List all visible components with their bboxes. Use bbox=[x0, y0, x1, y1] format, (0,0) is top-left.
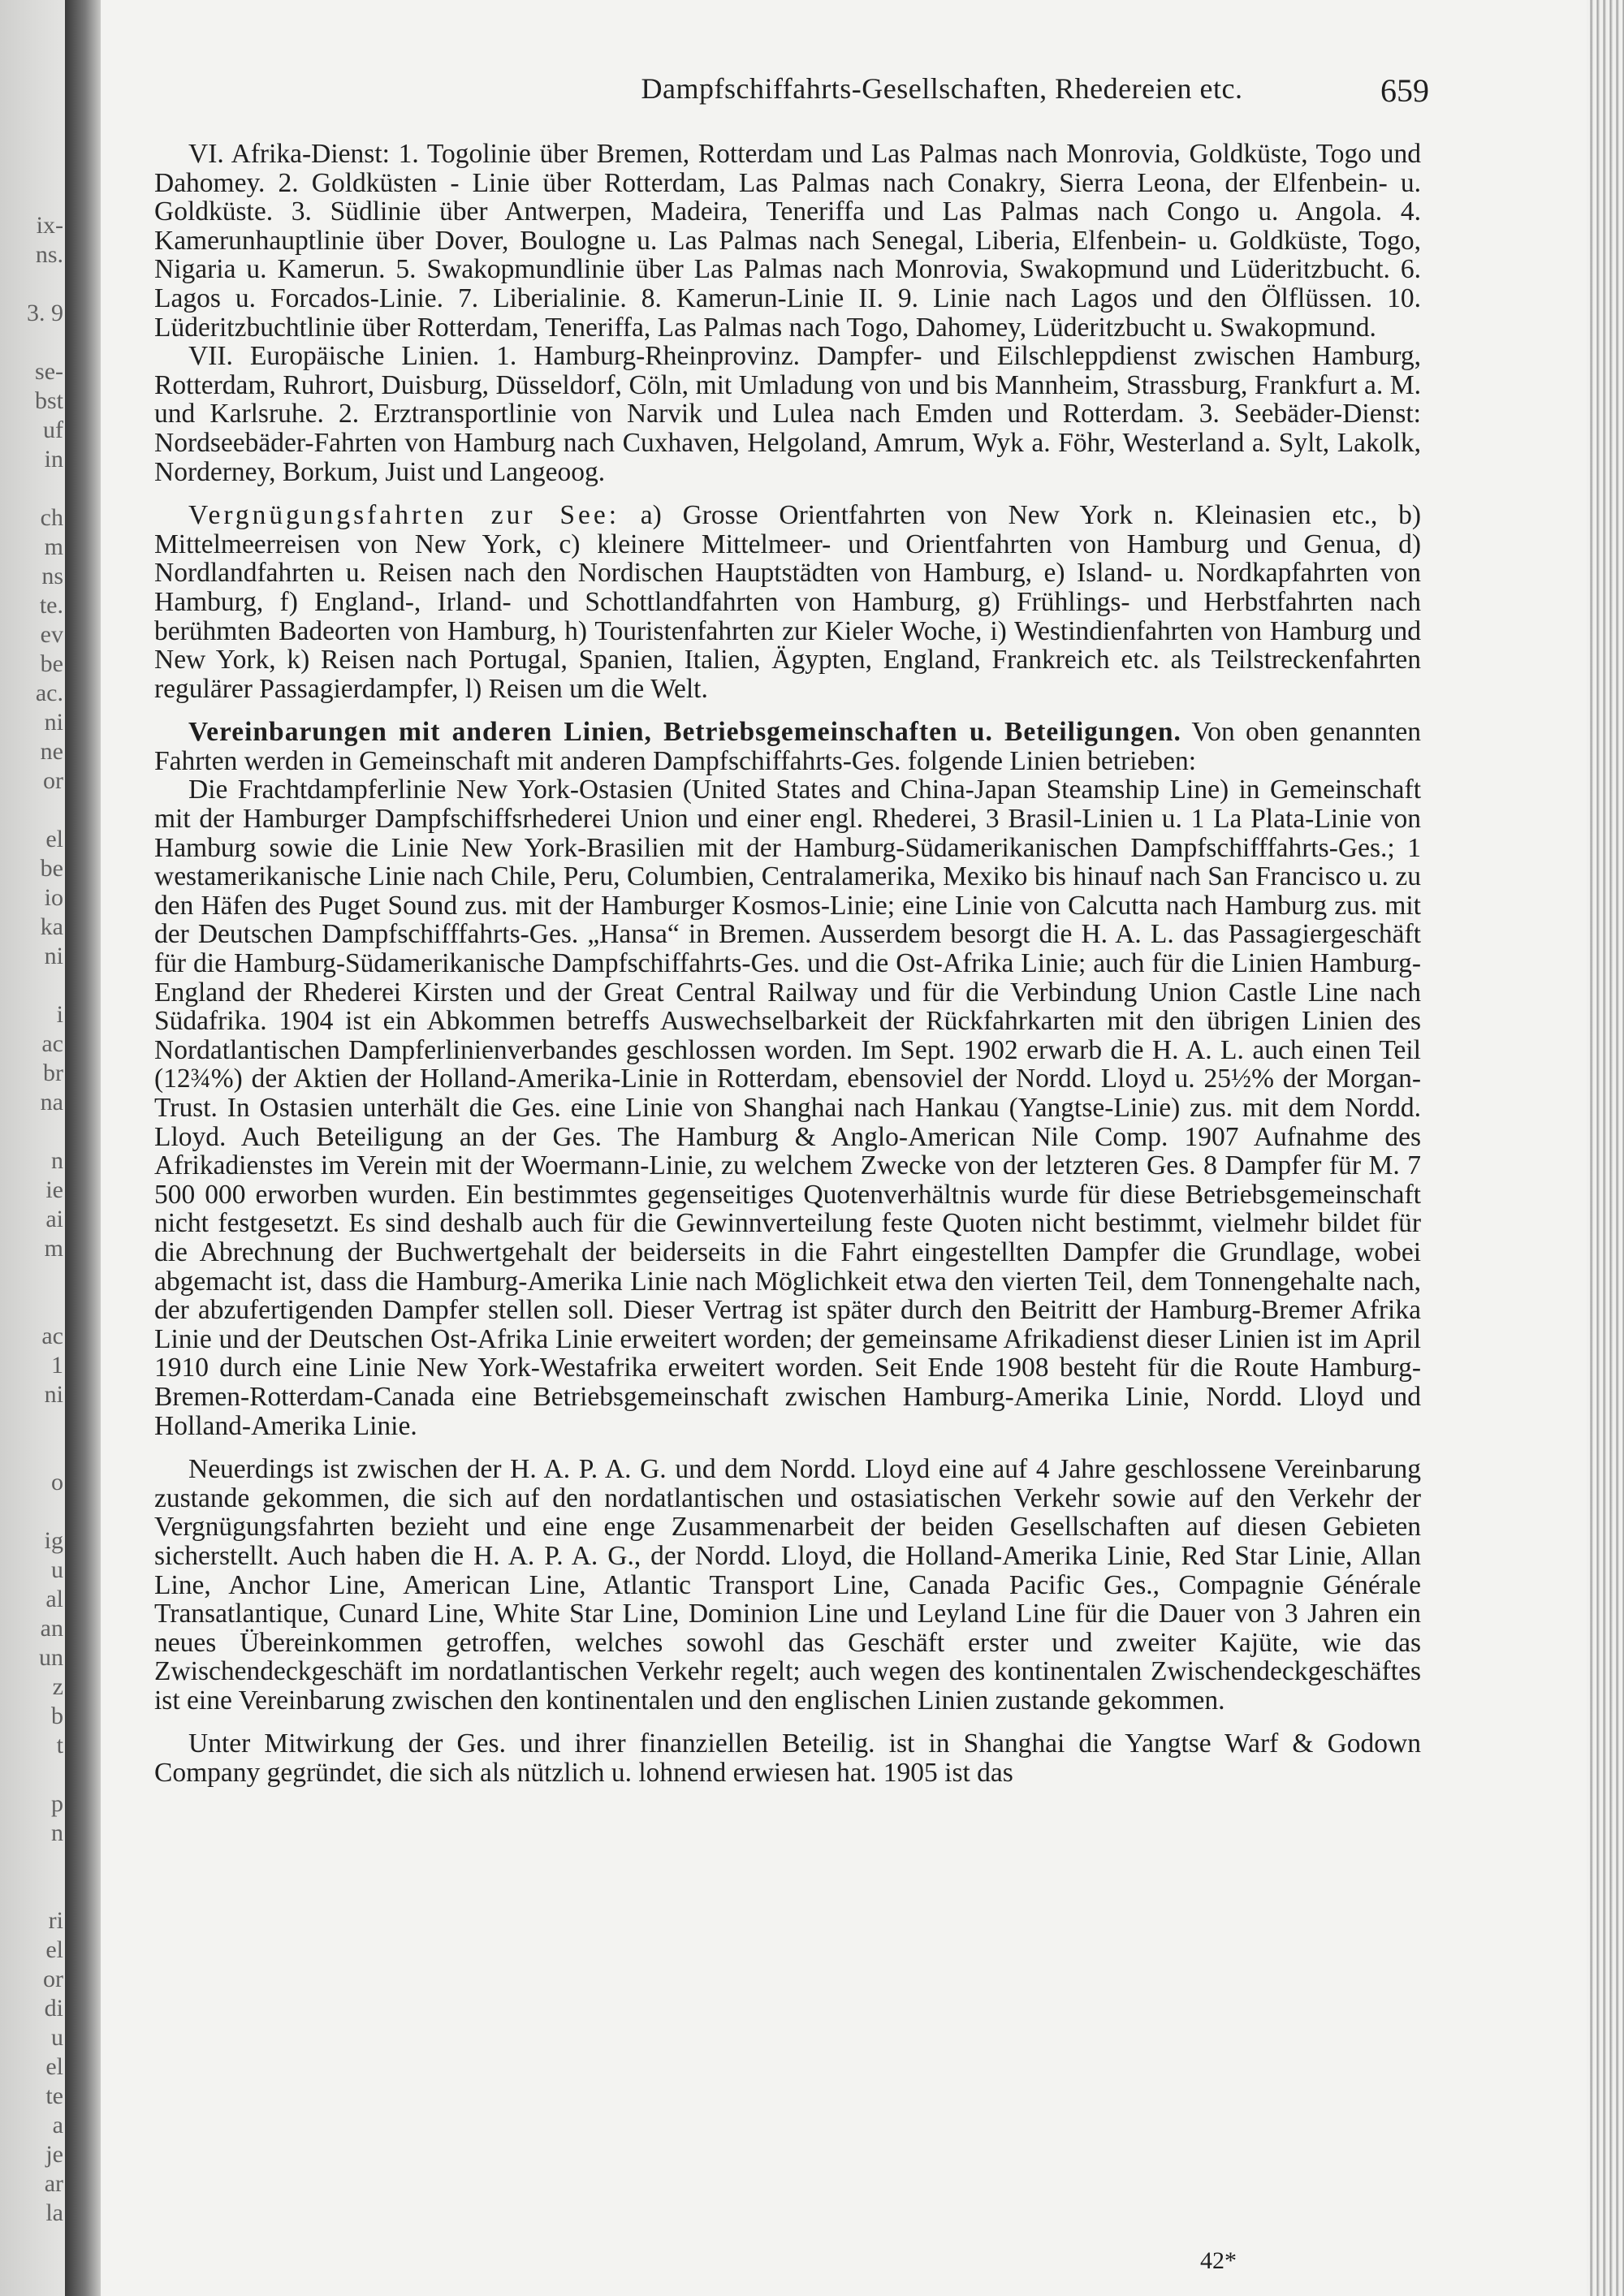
heading-vereinbarungen: Vereinbarungen mit anderen Linien, Betriebsgemeinschaften u. Beteiligungen. bbox=[188, 717, 1181, 748]
paragraph-shanghai: Unter Mitwirkung der Ges. und ihrer finanziellen Beteilig. ist in Shanghai die Yangtse Warf & Godown Company gegründet, die sich als nützlich u. lohnend erwiesen hat. 1905 ist das bbox=[154, 1728, 1421, 1789]
lead-vergnuegungsfahrten: Vergnügungsfahrten zur See: bbox=[188, 500, 620, 531]
page-number: 659 bbox=[1380, 72, 1429, 109]
paragraph-neuerdings: Neuerdings ist zwischen der H. A. P. A. G. und dem Nordd. Lloyd eine auf 4 Jahre geschlossene Vereinbarung zustande gekommen, die sich auf den nordatlantischen und ostasiatischen Verkehr sowie auf den Verkehr der Vergnügungsfahrten bezieht und eine enge Zusammenarbeit der beiden Gesellschaften auf diesen Gebieten sicherstellt. Auch haben die H. A. P. A. G., der Nordd. Lloyd, die Holland-Amerika Linie, Red Star Linie, Allan Line, Anchor Line, American Line, Atlantic Transport Line, Canada Pacific Ges., Compagnie Générale Transatlantique, Cunard Line, White Star Line, Dominion Line und Leyland Line für die Dauer von 3 Jahren ein neues Übereinkommen getroffen, welches sowohl das Geschäft erster und zweiter Kajüte, wie das Zwischendeckgeschäft im nordatlantischen Verkehr regelt; auch wegen des kontinentalen Zwischendeckgeschäftes ist eine Vereinbarung zwischen den kontinentalen und den englischen Linien zustande gekommen. bbox=[154, 1454, 1421, 1716]
running-header: Dampfschiffahrts-Gesellschaften, Rhedereien etc. bbox=[641, 72, 1243, 105]
paragraph-vergnuegungsfahrten bbox=[154, 501, 1421, 703]
text-vereinbarungen: Von oben genannten Fahrten werden in Gemeinschaft mit anderen Dampfschiffahrts-Ges. folgende Linien betrieben: bbox=[154, 717, 1421, 776]
text-vergnuegungsfahrten: a) Grosse Orientfahrten von New York n. Kleinasien etc., b) Mittelmeerreisen von New York, c) kleinere Mittelmeer- und Orientfahrten von Hamburg und Genua, d) Nordlandfahrten u. Reisen nach den Nordischen Hauptstädten von Hamburg, e) Island- u. Nordkapfahrten von Hamburg, f) England-, Irland- und Schottlandfahrten von Hamburg, g) Frühlings- und Herbstfahrten nach berühmten Badeorten von Hamburg, h) Touristenfahrten zur Kieler Woche, i) Westindienfahrten von Hamburg und New York, k) Reisen nach Portugal, Spanien, Italien, Ägypten, England, Frankreich etc. als Teilstreckenfahrten regulärer Passagierdampfer, l) Reisen um die Welt. bbox=[154, 500, 1421, 704]
paragraph-europaeische-linien: VII. Europäische Linien. 1. Hamburg-Rheinprovinz. Dampfer- und Eilschleppdienst zwischen Hamburg, Rotterdam, Ruhrort, Duisburg, Düsseldorf, Cöln, mit Umladung von und bis Mannheim, Strassburg, Frankfurt a. M. und Karlsruhe. 2. Erztransportlinie von Narvik und Lulea nach Emden und Rotterdam. 3. Seebäder-Dienst: Nordseebäder-Fahrten von Hamburg nach Cuxhaven, Helgoland, Amrum, Wyk a. Föhr, Westerland a. Sylt, Lakolk, Norderney, Borkum, Juist und Langeoog. bbox=[154, 341, 1421, 487]
page-body bbox=[154, 140, 1421, 1788]
paragraph-afrika-dienst: VI. Afrika-Dienst: 1. Togolinie über Bremen, Rotterdam und Las Palmas nach Monrovia, Goldküste, Togo und Dahomey. 2. Goldküsten - Linie über Rotterdam, Las Palmas nach Conakry, Sierra Leona, der Elfenbein- u. Goldküste. 3. Südlinie über Antwerpen, Madeira, Teneriffa und Las Palmas nach Congo u. Angola. 4. Kamerunhauptlinie über Dover, Boulogne u. Las Palmas nach Senegal, Liberia, Elfenbein- u. Goldküste, Togo, Nigaria u. Kamerun. 5. Swakopmundlinie über Las Palmas nach Monrovia, Swakopmund und Lüderitzbucht. 6. Lagos u. Forcados-Linie. 7. Liberialinie. 8. Kamerun-Linie II. 9. Linie nach Lagos und den Ölflüssen. 10. Lüderitzbuchtlinie über Rotterdam, Teneriffa, Las Palmas nach Togo, Dahomey, Lüderitzbucht u. Swakopmund. bbox=[154, 139, 1421, 343]
book-gutter bbox=[65, 0, 101, 2296]
signature-mark: 42* bbox=[1200, 2247, 1237, 2274]
paragraph-frachtdampferlinie: Die Frachtdampferlinie New York-Ostasien (United States and China-Japan Steamship Line) in Gemeinschaft mit der Hamburger Dampfschiffsrhederei Union und einer engl. Rhederei, 3 Brasil-Linien u. 1 La Plata-Linie von Hamburg sowie die Linie New York-Brasilien mit der Hamburg-Südamerikanischen Dampfschifffahrts-Ges.; 1 westamerikanische Linie nach Chile, Peru, Columbien, Centralamerika, Mexiko bis hinauf nach San Francisco u. zu den Häfen des Puget Sound zus. mit der Hamburger Kosmos-Linie; eine Linie von Calcutta nach Hamburg zus. mit der Deutschen Dampfschifffahrts-Ges. „Hansa“ in Bremen. Ausserdem besorgt die H. A. L. das Passagiergeschäft für die Hamburg-Südamerikanische Dampfschiffahrts-Ges. und die Ost-Afrika Linie; auch für die Linien Hamburg-England der Rhederei Kirsten und der Great Central Railway und für die Verbindung Union Castle Line nach Südafrika. 1904 ist ein Abkommen betreffs Auswechselbarkeit der Rückfahrkarten mit den übrigen Linien des Nordatlantischen Dampferlinienverbandes geschlossen worden. Im Sept. 1902 erwarb die H. A. L. auch einen Teil (12¾%) der Aktien der Holland-Amerika-Linie in Rotterdam, ebensoviel der Nordd. Lloyd u. 25½% der Morgan-Trust. In Ostasien unterhält die Ges. eine Linie von Shanghai nach Hankau (Yangtse-Linie) zus. mit dem Nordd. Lloyd. Auch Beteiligung an der Ges. The Hamburg & Anglo-American Nile Comp. 1907 Aufnahme des Afrikadienstes im Verein mit der Woermann-Linie, zu welchem Zwecke von der letzteren Ges. 8 Dampfer für M. 7 500 000 erworben wurden. Ein bestimmtes gegenseitiges Quotenverhältnis wurde für diese Betriebsgemeinschaft nicht festgesetzt. Es sind deshalb auch für die Gewinnverteilung feste Quoten nicht bestimmt, vielmehr bildet für die Abrechnung der Buchwertgehalt der beiderseits in die Fahrt eingestellten Dampfer die Grundlage, wobei abgemacht ist, dass die Hamburg-Amerika Linie nach Möglichkeit etwa den vierten Teil, dem Tonnengehalte nach, der abzufertigenden Dampfer stellen soll. Dieser Vertrag ist später durch den Beitritt der Hamburg-Bremer Afrika Linie und der Deutschen Ost-Afrika Linie erweitert worden; der gemeinsame Afrikadienst dieser Linien ist im April 1910 durch eine Linie New York-Westafrika erweitert worden. Seit Ende 1908 besteht für die Route Hamburg-Bremen-Rotterdam-Canada eine Betriebsgemeinschaft zwischen Hamburg-Amerika Linie, Nordd. Lloyd und Holland-Amerika Linie. bbox=[154, 775, 1421, 1441]
previous-page-margin-fragments: ix- ns. 3. 9 se- bst uf in ch m ns te. ev be ac. ni ne or el be io ka ni i ac br na n ie ai m ac 1 ni o ig u al an un z b t p n ri el or di u el te a je ar la bbox=[27, 212, 63, 2226]
page-stack-edge bbox=[1587, 0, 1624, 2296]
paragraph-vereinbarungen bbox=[154, 718, 1421, 775]
